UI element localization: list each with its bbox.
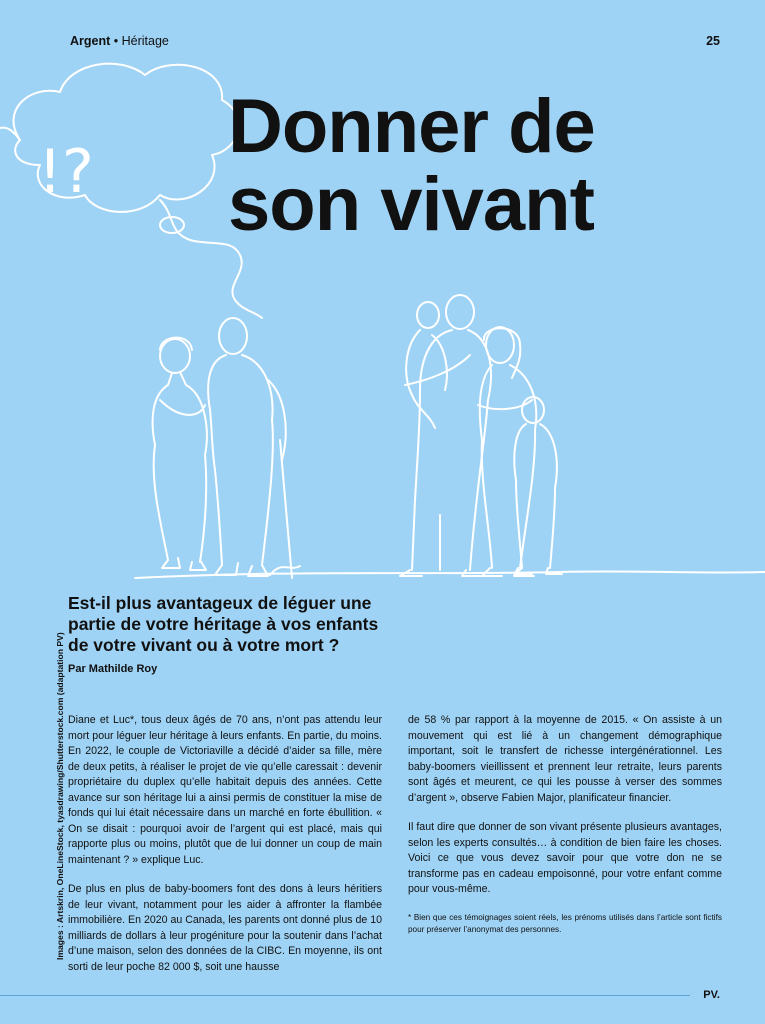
elderly-man-figure (208, 318, 292, 578)
page-number: 25 (706, 34, 720, 48)
body-paragraph: De plus en plus de baby-boomers font des dons à leurs héritiers de leur vivant, notamment pour les aider à affronter la flambée immobilière. En 2020 au Canada, les parents ont donné plus de 10 milliards de dollars à leur progéniture pour la soutenir dans l’achat d’une maison, selon des données de la CIBC. En moyenne, ils ont sorti de leur poche 82 000 $, soit une hausse (68, 883, 382, 973)
child-figure (514, 397, 562, 574)
footer-divider (0, 995, 690, 996)
body-paragraph: de 58 % par rapport à la moyenne de 2015. « On assiste à un mouvement qui est lié à un changement démographique important, soit le transfert de richesse intergénérationnel. Les baby-boomers vieillissent et prennent leur retraite, leurs parents sont âgés et meurent, ce qui les pousse à verser des sommes d’argent », observe Fabien Major, planificateur financier. (408, 714, 722, 804)
father-with-child-figure (400, 295, 491, 576)
body-paragraph: Il faut dire que donner de son vivant présente plusieurs avantages, selon les experts consultés… à condition de bien faire les choses. Voici ce que vous devez savoir pour que votre don ne se transforme pas en cadeau empoisonné, pour votre enfant comme pour vous-même. (408, 821, 722, 895)
page-header (70, 34, 720, 50)
article-deck: Est-il plus avantageux de léguer une partie de votre héritage à vos enfants de votre vivant ou à votre mort ? (68, 593, 379, 655)
footnote: * Bien que ces témoignages soient réels, les prénoms utilisés dans l’article sont fictifs pour préserver l’anonymat des personnes. (408, 912, 722, 934)
body-column-1 (68, 713, 382, 989)
image-credit: Images : Artskrin, OneLineStock, tyasdrawing/Shutterstock.com (adaptation PV) (55, 632, 65, 960)
body-column-2 (408, 713, 722, 950)
section-label: Argent (70, 34, 111, 48)
pv-logo: PV. (703, 989, 720, 1001)
subsection-label: Héritage (121, 34, 169, 48)
section-separator: • (113, 34, 119, 48)
title-line-1: Donner de (228, 84, 595, 169)
elderly-woman-figure (153, 338, 207, 570)
article-title (228, 84, 748, 247)
mother-figure (478, 327, 536, 576)
exclamation-question-icon: !? (38, 137, 94, 207)
byline: Par Mathilde Roy (68, 663, 158, 675)
body-paragraph: Diane et Luc*, tous deux âgés de 70 ans, n’ont pas attendu leur mort pour léguer leur héritage à leurs enfants. En partie, du moins. En 2022, le couple de Victoriaville a décidé d’aider sa fille, mère de deux petits, à réaliser le projet de vie qu’elle caressait : devenir propriétaire du duplex qu’elle habitait depuis des années. Cette avance sur son héritage lui a ainsi permis de constituer la mise de fonds qui lui était nécessaire dans un marché en forte ébullition. « On se disait : pourquoi avoir de l’argent qui est placé, mais qui rapporte plus ou moins, plutôt que de lui donner un coup de main maintenant ? » explique Luc. (68, 714, 382, 866)
title-line-2: son vivant (228, 162, 594, 247)
